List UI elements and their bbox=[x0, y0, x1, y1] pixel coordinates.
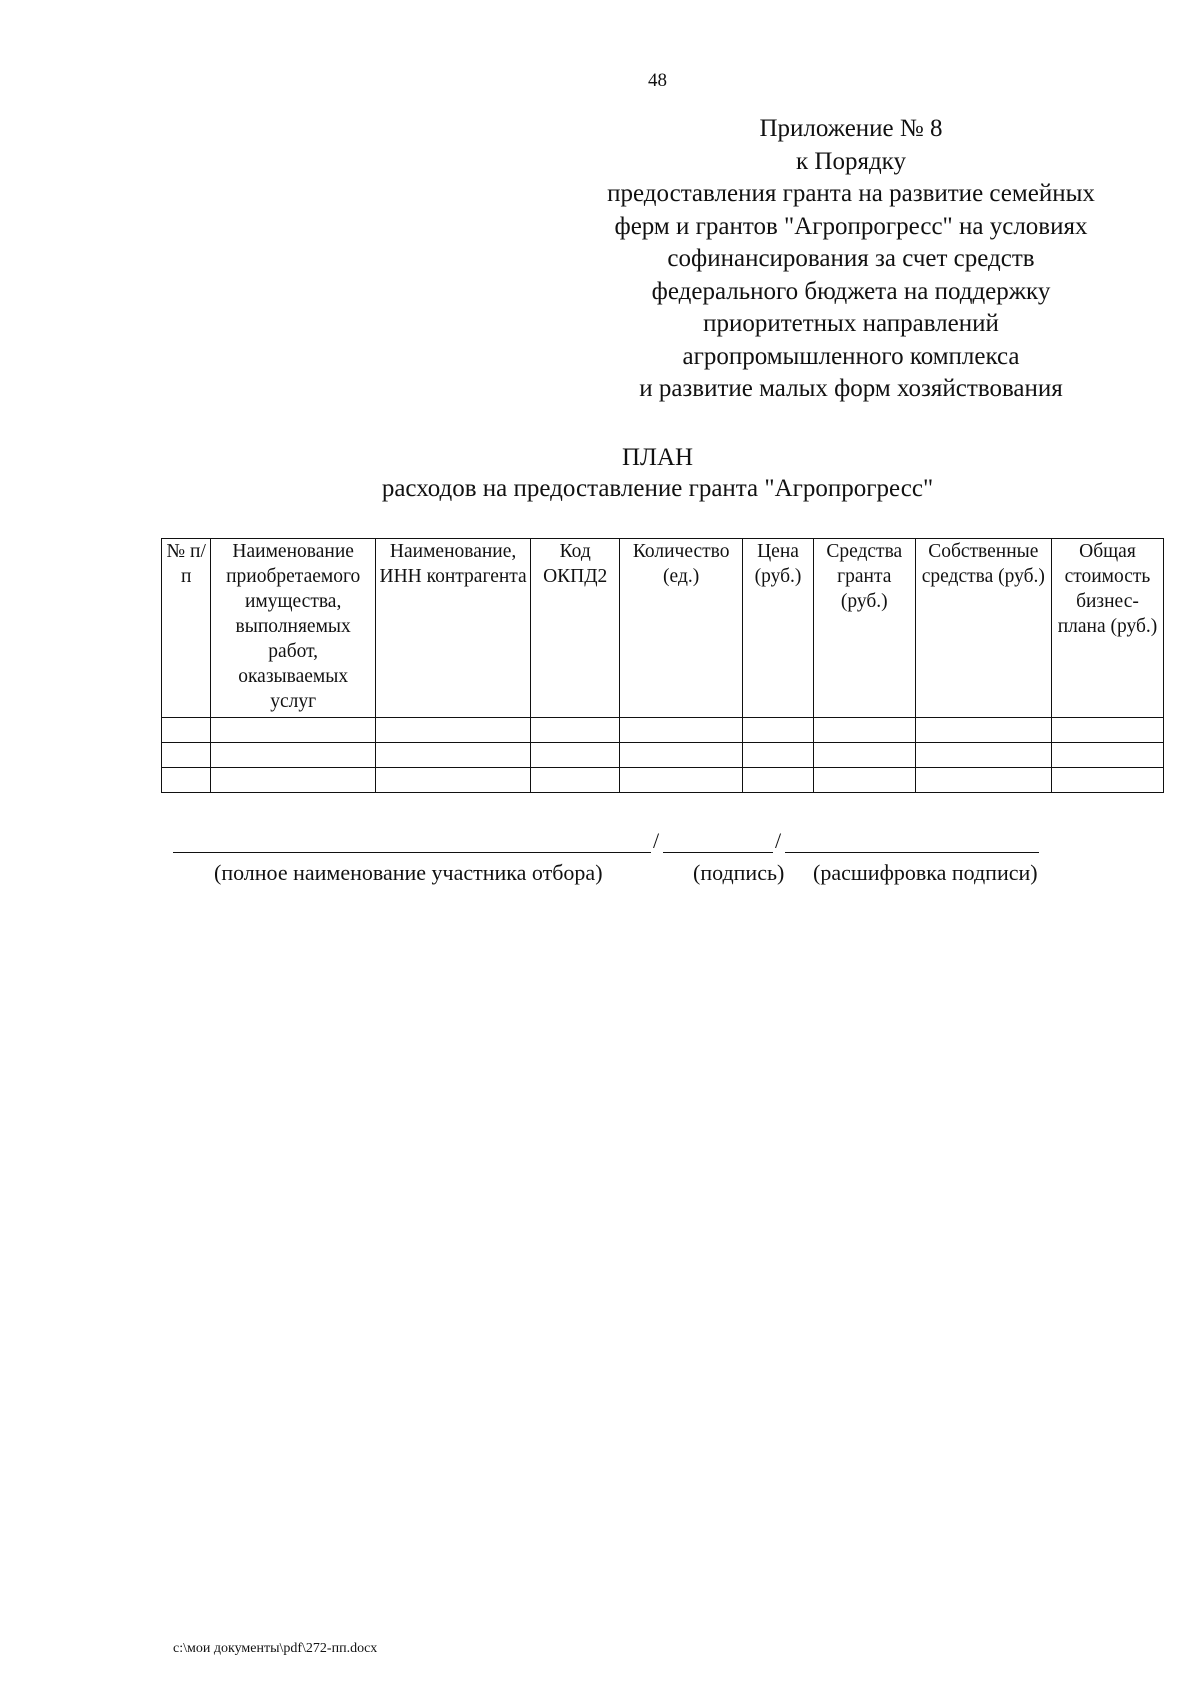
table-cell[interactable] bbox=[531, 718, 620, 743]
table-cell[interactable] bbox=[813, 718, 915, 743]
table-cell[interactable] bbox=[743, 768, 814, 793]
table-cell[interactable] bbox=[915, 743, 1051, 768]
appendix-line: агропромышленного комплекса bbox=[682, 342, 1020, 370]
table-cell[interactable] bbox=[743, 718, 814, 743]
table-cell[interactable] bbox=[375, 743, 530, 768]
table-cell[interactable] bbox=[1051, 743, 1163, 768]
header-own-funds: Собственные средства (руб.) bbox=[915, 539, 1051, 718]
signature-blank[interactable] bbox=[663, 852, 773, 853]
table-cell[interactable] bbox=[531, 768, 620, 793]
appendix-line: софинансирования за счет средств bbox=[667, 245, 1035, 272]
footer-file-path: c:\мои документы\pdf\272-пп.docx bbox=[173, 1641, 378, 1656]
appendix-line: Приложение № 8 bbox=[759, 115, 943, 142]
appendix-heading bbox=[553, 113, 1149, 406]
table-cell[interactable] bbox=[162, 743, 211, 768]
appendix-line: приоритетных направлений bbox=[703, 310, 999, 337]
signature-separator: / bbox=[775, 828, 782, 853]
table-cell[interactable] bbox=[813, 743, 915, 768]
header-price: Цена (руб.) bbox=[743, 539, 814, 718]
signature-decoding-caption: (расшифровка подписи) bbox=[813, 860, 1038, 885]
table-cell[interactable] bbox=[620, 768, 743, 793]
expense-plan-table bbox=[161, 538, 1164, 793]
header-total-cost: Общая стоимость бизнес-плана (руб.) bbox=[1051, 539, 1163, 718]
table-row bbox=[162, 768, 1164, 793]
table-cell[interactable] bbox=[1051, 768, 1163, 793]
plan-subtitle: расходов на предоставление гранта "Агропрогресс" bbox=[381, 475, 934, 502]
table-cell[interactable] bbox=[813, 768, 915, 793]
table-row bbox=[162, 743, 1164, 768]
appendix-line: и развитие малых форм хозяйствования bbox=[639, 375, 1063, 402]
signature-separator: / bbox=[653, 828, 660, 853]
appendix-line: к Порядку bbox=[796, 147, 906, 175]
table-cell[interactable] bbox=[743, 743, 814, 768]
table-cell[interactable] bbox=[620, 743, 743, 768]
table-header-row bbox=[162, 539, 1164, 718]
page-number: 48 bbox=[648, 70, 667, 91]
table-cell[interactable] bbox=[1051, 718, 1163, 743]
table-cell[interactable] bbox=[162, 718, 211, 743]
table-cell[interactable] bbox=[915, 718, 1051, 743]
table-cell[interactable] bbox=[211, 718, 375, 743]
table-cell[interactable] bbox=[620, 718, 743, 743]
signature-caption: (подпись) bbox=[693, 860, 785, 885]
header-grant-funds: Средства гранта (руб.) bbox=[813, 539, 915, 718]
table-cell[interactable] bbox=[375, 768, 530, 793]
header-number: № п/п bbox=[162, 539, 211, 718]
header-quantity: Количество (ед.) bbox=[620, 539, 743, 718]
appendix-line: ферм и грантов "Агропрогресс" на условиях bbox=[614, 212, 1088, 240]
appendix-line: федерального бюджета на поддержку bbox=[651, 277, 1051, 305]
appendix-line: предоставления гранта на развитие семейных bbox=[607, 180, 1095, 207]
participant-name-caption: (полное наименование участника отбора) bbox=[214, 860, 603, 885]
table-cell[interactable] bbox=[211, 743, 375, 768]
table-row bbox=[162, 718, 1164, 743]
header-contractor: Наименование, ИНН контрагента bbox=[375, 539, 530, 718]
plan-title: ПЛАН bbox=[621, 444, 694, 471]
table-cell[interactable] bbox=[375, 718, 530, 743]
header-item-name: Наименование приобретаемого имущества, выполняемых работ, оказываемых услуг bbox=[211, 539, 375, 718]
table-cell[interactable] bbox=[211, 768, 375, 793]
participant-name-blank[interactable] bbox=[173, 852, 651, 853]
table-cell[interactable] bbox=[531, 743, 620, 768]
table-cell[interactable] bbox=[915, 768, 1051, 793]
signature-line bbox=[173, 826, 1043, 856]
table-cell[interactable] bbox=[162, 768, 211, 793]
signature-decoding-blank[interactable] bbox=[785, 852, 1039, 853]
header-okpd2-code: Код ОКПД2 bbox=[531, 539, 620, 718]
